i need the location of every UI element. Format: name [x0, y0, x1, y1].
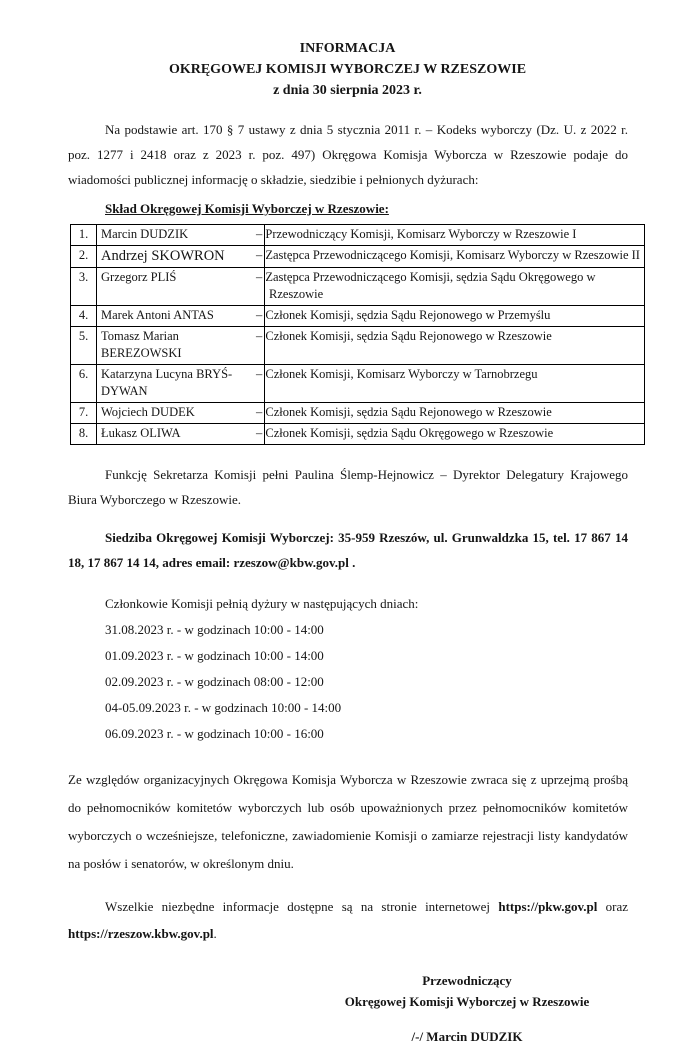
- table-row: [71, 365, 645, 403]
- table-row: [71, 403, 645, 424]
- table-row: [71, 306, 645, 327]
- member-name: Katarzyna Lucyna BRYŚ-DYWAN: [97, 365, 265, 403]
- table-row: [71, 225, 645, 246]
- member-role: – Członek Komisji, Komisarz Wyborczy w Tarnobrzegu: [265, 365, 645, 403]
- links-text-suffix: .: [213, 926, 217, 941]
- member-name: Grzegorz PLIŚ: [97, 268, 265, 306]
- links-text-middle: oraz: [597, 899, 629, 914]
- doc-title-line-2: OKRĘGOWEJ KOMISJI WYBORCZEJ W RZESZOWIE: [168, 62, 527, 77]
- row-number: 1.: [71, 225, 97, 246]
- row-number: 4.: [71, 306, 97, 327]
- duty-line: 02.09.2023 r. - w godzinach 08:00 - 12:00: [105, 674, 324, 689]
- document-title: [50, 38, 645, 101]
- table-row: [71, 268, 645, 306]
- duty-schedule: [105, 591, 645, 747]
- member-name: Tomasz Marian BEREZOWSKI: [97, 327, 265, 365]
- composition-table: [70, 224, 645, 445]
- doc-title-line-3: z dnia 30 sierpnia 2023 r.: [273, 83, 422, 98]
- secretary-paragraph: Funkcję Sekretarza Komisji pełni Paulina Ślemp-Hejnowicz – Dyrektor Delegatury Krajowego Biura Wyborczego w Rzeszowie.: [68, 467, 628, 507]
- table-row: [71, 246, 645, 268]
- row-number: 8.: [71, 424, 97, 445]
- row-number: 5.: [71, 327, 97, 365]
- member-name: Marek Antoni ANTAS: [97, 306, 265, 327]
- link-rzeszow-kbw[interactable]: https://rzeszow.kbw.gov.pl: [68, 926, 214, 941]
- signature-gap: [302, 1012, 632, 1026]
- member-role: – Członek Komisji, sędzia Sądu Rejonowego w Rzeszowie: [265, 327, 645, 365]
- member-role: – Zastępca Przewodniczącego Komisji, sędzia Sądu Okręgowego w Rzeszowie: [265, 268, 645, 306]
- duty-line: 01.09.2023 r. - w godzinach 10:00 - 14:00: [105, 648, 324, 663]
- link-pkw[interactable]: https://pkw.gov.pl: [498, 899, 598, 914]
- table-heading: Skład Okręgowej Komisji Wyborczej w Rzeszowie:: [105, 201, 389, 216]
- seat-paragraph: Siedziba Okręgowej Komisji Wyborczej: 35-959 Rzeszów, ul. Grunwaldzka 15, tel. 17 867 14 18, 17 867 14 14, adres email: rzeszow@kbw.gov.pl .: [68, 530, 628, 570]
- member-role: – Członek Komisji, sędzia Sądu Okręgowego w Rzeszowie: [265, 424, 645, 445]
- member-role: – Członek Komisji, sędzia Sądu Rejonowego w Rzeszowie: [265, 403, 645, 424]
- duty-line: 04-05.09.2023 r. - w godzinach 10:00 - 14:00: [105, 700, 342, 715]
- doc-title-line-1: INFORMACJA: [299, 41, 396, 56]
- row-number: 2.: [71, 246, 97, 268]
- signature-title-2: Okręgowej Komisji Wyborczej w Rzeszowie: [344, 994, 590, 1009]
- organizational-paragraph: Ze względów organizacyjnych Okręgowa Komisja Wyborcza w Rzeszowie zwraca się z uprzejmą prośbą do pełnomocników komitetów wyborczych lub osób upoważnionych przez pełnomocników komitetów wyborczych o wcześniejsze, telefoniczne, zawiadomienie Komisji o zamiarze rejestracji listy kandydatów na posłów i senatorów, w określonym dniu.: [68, 772, 628, 871]
- row-number: 6.: [71, 365, 97, 403]
- links-paragraph: [68, 893, 628, 947]
- table-row: [71, 424, 645, 445]
- member-name: Łukasz OLIWA: [97, 424, 265, 445]
- signature-name: /-/ Marcin DUDZIK: [411, 1029, 523, 1044]
- duty-line: 31.08.2023 r. - w godzinach 10:00 - 14:00: [105, 622, 324, 637]
- member-role: – Przewodniczący Komisji, Komisarz Wyborczy w Rzeszowie I: [265, 225, 645, 246]
- row-number: 7.: [71, 403, 97, 424]
- member-role: – Członek Komisji, sędzia Sądu Rejonowego w Przemyślu: [265, 306, 645, 327]
- intro-paragraph: Na podstawie art. 170 § 7 ustawy z dnia 5 stycznia 2011 r. – Kodeks wyborczy (Dz. U. z 2022 r. poz. 1277 i 2418 oraz z 2023 r. poz. 497) Okręgowa Komisja Wyborcza w Rzeszowie podaje do wiadomości publicznej informację o składzie, siedzibie i pełnionych dyżurach:: [68, 122, 628, 187]
- signature-title-1: Przewodniczący: [422, 973, 512, 988]
- table-row: [71, 327, 645, 365]
- links-text-prefix: Wszelkie niezbędne informacje dostępne są na stronie internetowej: [105, 899, 499, 914]
- duty-line: 06.09.2023 r. - w godzinach 10:00 - 16:00: [105, 726, 324, 741]
- signature-block: [302, 970, 632, 1047]
- duty-intro: Członkowie Komisji pełnią dyżury w następujących dniach:: [105, 596, 419, 611]
- member-role: – Zastępca Przewodniczącego Komisji, Komisarz Wyborczy w Rzeszowie II: [265, 246, 645, 268]
- member-name: Andrzej SKOWRON: [97, 246, 265, 268]
- row-number: 3.: [71, 268, 97, 306]
- member-name: Marcin DUDZIK: [97, 225, 265, 246]
- member-name: Wojciech DUDEK: [97, 403, 265, 424]
